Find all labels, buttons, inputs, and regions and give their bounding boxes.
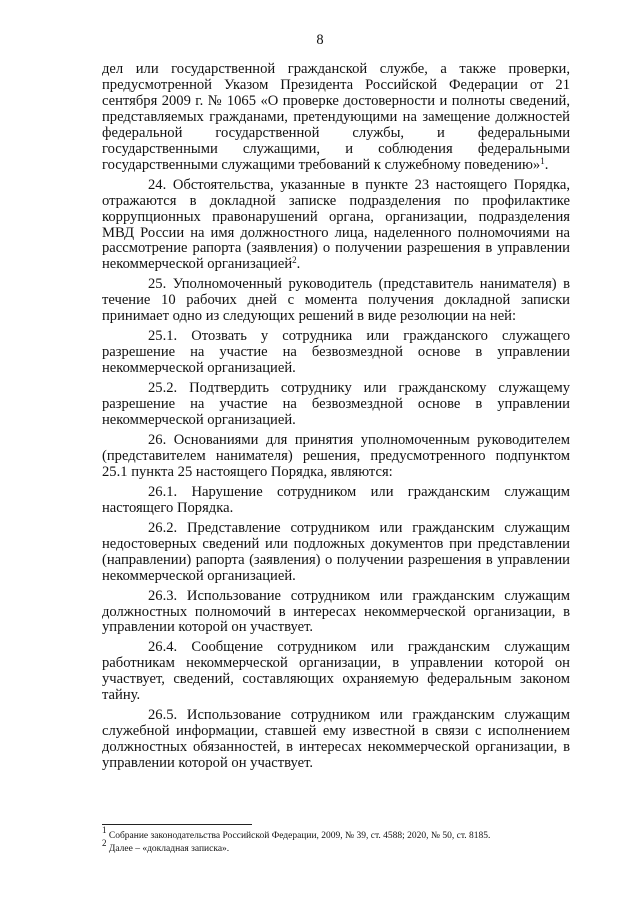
paragraph-continuation — [102, 62, 570, 174]
paragraph-25-1: 25.1. Отозвать у сотрудника или гражданского служащего разрешение на участие на безвозмездной основе в управлении некоммерческой организацией. — [102, 328, 570, 377]
footnote-1 — [102, 825, 570, 843]
page-number: 8 — [316, 32, 324, 48]
paragraph-26-1: 26.1. Нарушение сотрудником или гражданским служащим настоящего Порядка. — [102, 483, 570, 516]
footnote-text: Далее – «докладная записка». — [106, 844, 230, 854]
paragraph-text: дел или государственной гражданской службе, а также проверки, предусмотренной Указом Президента Российской Федерации от 21 сентября 2009 г. № 1065 «О проверке достоверности и полноты сведений, представляемых гражданами, претендующими на замещение должностей федеральной государственной службы, и федеральными государственными служащими, и соблюдения федеральными государственными служащими требований к служебному поведению» — [102, 61, 570, 173]
paragraph-end: . — [544, 156, 549, 173]
document-body — [102, 62, 570, 776]
footnote-ref-2: 2 — [292, 255, 297, 266]
paragraph-end: . — [296, 256, 301, 273]
paragraph-26-5: 26.5. Использование сотрудником или гражданским служащим служебной информации, ставшей ему известной в связи с исполнением должностных обязанностей, в интересах некоммерческой организации, в управлении которой он участвует. — [102, 707, 570, 772]
paragraph-25-2: 25.2. Подтвердить сотруднику или гражданскому служащему разрешение на участие на безвозмездной основе в управлении некоммерческой организацией. — [102, 380, 570, 429]
footnote-divider — [102, 824, 252, 825]
paragraph-26-4: 26.4. Сообщение сотрудником или гражданским служащим работникам некоммерческой организации, в управлении которой он участвует, сведений, составляющих охраняемую федеральным законом тайну. — [102, 639, 570, 704]
paragraph-26-2: 26.2. Представление сотрудником или гражданским служащим недостоверных сведений или подложных документов при представлении (направлении) рапорта (заявления) о получении разрешения в управлении некоммерческой организацией. — [102, 519, 570, 584]
paragraph-25: 25. Уполномоченный руководитель (представитель нанимателя) в течение 10 рабочих дней с момента получения докладной записки принимает одно из следующих решений в виде резолюции на ней: — [102, 276, 570, 325]
paragraph-26: 26. Основаниями для принятия уполномоченным руководителем (представителем нанимателя) решения, предусмотренного подпунктом 25.1 пункта 25 настоящего Порядка, являются: — [102, 431, 570, 480]
paragraph-24 — [102, 178, 570, 274]
paragraph-text: 24. Обстоятельства, указанные в пункте 23 настоящего Порядка, отражаются в докладной записке подразделения по профилактике коррупционных правонарушений органа, организации, подразделения МВД России на имя должностного лица, наделенного полномочиями на рассмотрение рапорта (заявления) о получении разрешения в управлении некоммерческой организацией — [102, 176, 570, 273]
footnote-mark: 2 — [102, 838, 107, 848]
footnote-mark: 1 — [102, 825, 107, 835]
footnotes — [102, 825, 570, 856]
footnote-2 — [102, 838, 570, 856]
footnote-text: Собрание законодательства Российской Федерации, 2009, № 39, ст. 4588; 2020, № 50, ст. 8185. — [106, 831, 491, 841]
paragraph-26-3: 26.3. Использование сотрудником или гражданским служащим должностных полномочий в интересах некоммерческой организации, в управлении которой он участвует. — [102, 587, 570, 636]
footnote-ref-1: 1 — [540, 155, 545, 166]
